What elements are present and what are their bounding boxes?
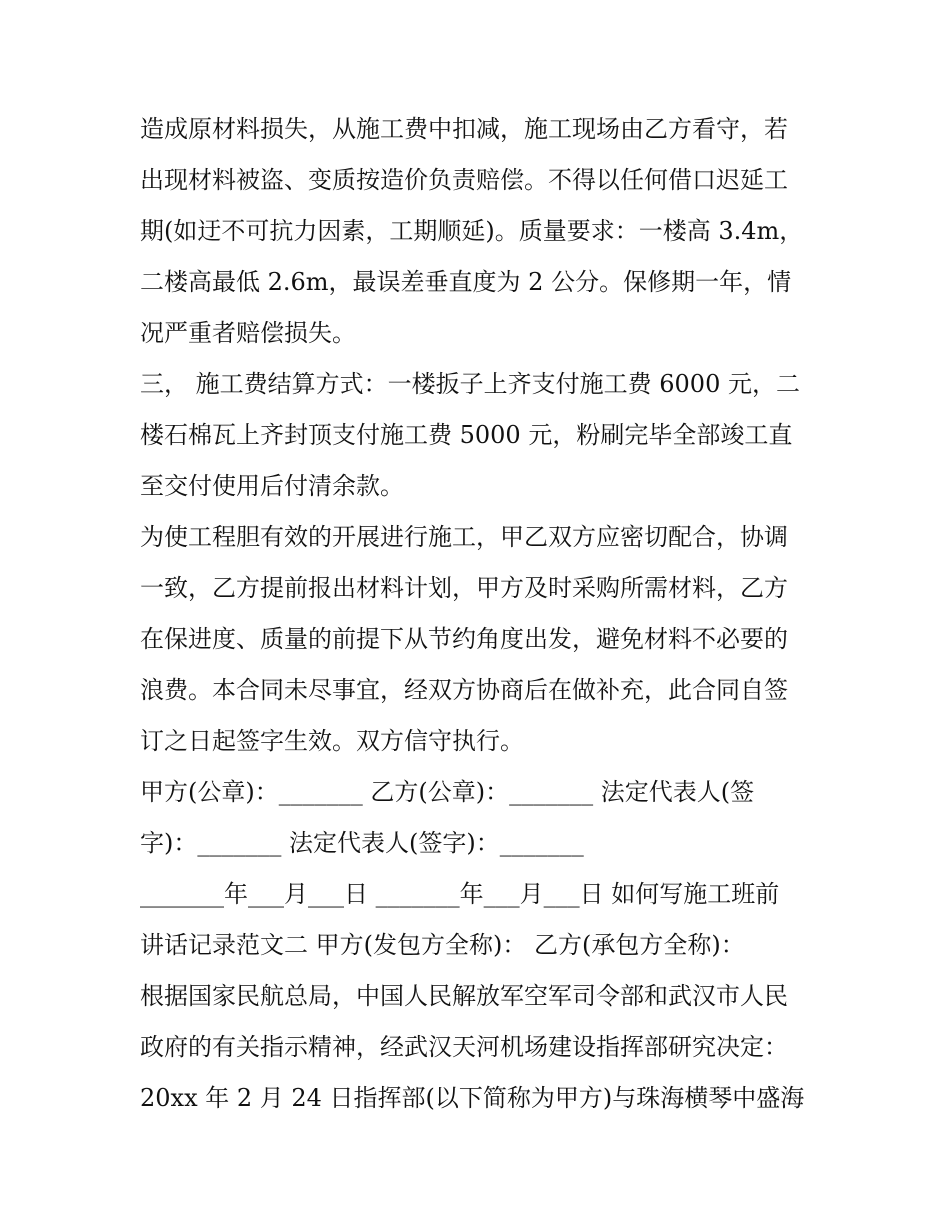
text-line: 根据国家民航总局，中国人民解放军空军司令部和武汉市人民 xyxy=(140,982,788,1010)
text-line: 讲话记录范文二 甲方(发包方全称)： 乙方(承包方全称)： xyxy=(140,931,745,959)
text-line: 浪费。本合同未尽事宜，经双方协商后在做补充，此合同自签 xyxy=(140,676,788,704)
document-body xyxy=(140,104,820,1124)
text-line: 造成原材料损失，从施工费中扣减，施工现场由乙方看守，若 xyxy=(140,115,788,143)
text-line: 20xx 年 2 月 24 日指挥部(以下简称为甲方)与珠海横琴中盛海 xyxy=(140,1084,805,1112)
text-line: 出现材料被盗、变质按造价负责赔偿。不得以任何借口迟延工 xyxy=(140,166,788,194)
text-line: 况严重者赔偿损失。 xyxy=(140,319,356,347)
text-line: 三， 施工费结算方式：一楼扳子上齐支付施工费 6000 元，二 xyxy=(140,370,800,398)
text-line: 二楼高最低 2.6m，最误差垂直度为 2 公分。保修期一年，情 xyxy=(140,268,792,296)
text-line: 甲方(公章)：_______ 乙方(公章)：_______ 法定代表人(签 xyxy=(140,778,755,806)
text-line: 一致，乙方提前报出材料计划，甲方及时采购所需材料，乙方 xyxy=(140,574,788,602)
text-line: _______年___月___日 _______年___月___日 如何写施工班前 xyxy=(140,880,780,908)
text-line: 至交付使用后付清余款。 xyxy=(140,472,404,500)
text-line: 为使工程胆有效的开展进行施工，甲乙双方应密切配合，协调 xyxy=(140,523,788,551)
text-line: 楼石棉瓦上齐封顶支付施工费 5000 元，粉刷完毕全部竣工直 xyxy=(140,421,793,449)
text-line: 在保进度、质量的前提下从节约角度出发，避免材料不必要的 xyxy=(140,625,788,653)
text-line: 订之日起签字生效。双方信守执行。 xyxy=(140,727,524,755)
text-line: 政府的有关指示精神，经武汉天河机场建设指挥部研究决定： xyxy=(140,1033,788,1061)
text-line: 字)：_______ 法定代表人(签字)：_______ xyxy=(140,829,584,857)
text-line: 期(如迂不可抗力因素，工期顺延)。质量要求：一楼高 3.4m， xyxy=(140,217,804,245)
